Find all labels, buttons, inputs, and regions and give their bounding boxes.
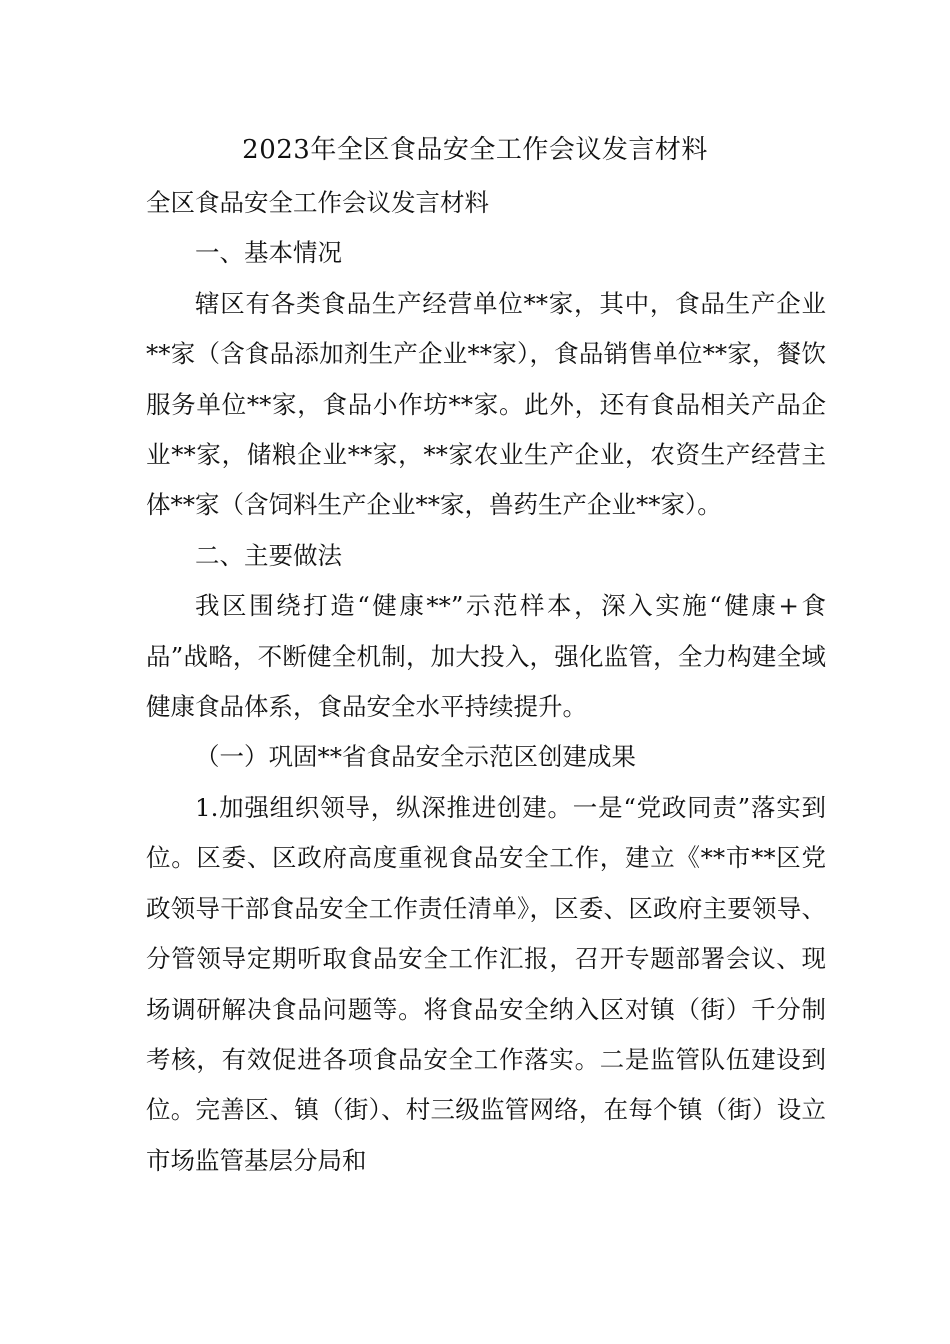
section-heading-basic-situation: 一、基本情况: [195, 238, 342, 268]
paragraph-organization-leadership: 1.加强组织领导，纵深推进创建。一是“党政同责”落实到位。区委、区政府高度重视食品安全工作，建立《**市**区党政领导干部食品安全工作责任清单》，区委、区政府主要领导、分管领导定期听取食品安全工作汇报，召开专题部署会议、现场调研解决食品问题等。将食品安全纳入区对镇（街）千分制考核，有效促进各项食品安全工作落实。二是监管队伍建设到位。完善区、镇（街）、村三级监管网络，在每个镇（街）设立市场监管基层分局和: [146, 792, 826, 1175]
subsection-heading-1: （一）巩固**省食品安全示范区创建成果: [195, 742, 636, 772]
subtitle-paragraph: 全区食品安全工作会议发言材料: [146, 188, 489, 217]
paragraph-basic-situation: 辖区有各类食品生产经营单位**家，其中，食品生产企业**家（含食品添加剂生产企业**家），食品销售单位**家，餐饮服务单位**家，食品小作坊**家。此外，还有食品相关产品企业**家，储粮企业**家，**家农业生产企业，农资生产经营主体**家（含饲料生产企业**家，兽药生产企业**家）。: [146, 288, 826, 520]
paragraph-main-practices: 我区围绕打造“健康**”示范样本，深入实施“健康+食品”战略，不断健全机制，加大投入，强化监管，全力构建全域健康食品体系，食品安全水平持续提升。: [146, 591, 826, 722]
document-body: [146, 178, 826, 1186]
section-heading-main-practices: 二、主要做法: [195, 540, 342, 570]
document-title: 2023年全区食品安全工作会议发言材料: [242, 135, 708, 165]
